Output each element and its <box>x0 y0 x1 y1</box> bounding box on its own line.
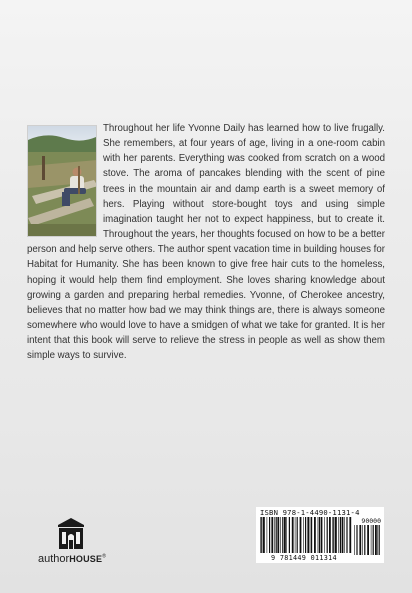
publisher-logo <box>38 517 124 567</box>
isbn-barcode <box>256 507 384 563</box>
ean-digits: 9 781449 011314 <box>271 554 337 562</box>
barcode-bar <box>367 525 369 555</box>
authorhouse-logo-icon <box>56 517 86 551</box>
barcode-bar <box>319 517 320 553</box>
barcode-bar <box>377 525 378 555</box>
photo-spacer <box>27 121 99 239</box>
barcode-bar <box>338 517 339 553</box>
barcode-bar <box>332 517 333 553</box>
barcode-bar <box>344 517 345 553</box>
price-code: 90000 <box>361 517 381 525</box>
barcode-bar <box>333 517 334 553</box>
trademark-symbol: ® <box>102 553 106 560</box>
barcode-bar <box>282 517 283 553</box>
barcode-bar <box>335 517 337 553</box>
barcode-bar <box>314 517 316 553</box>
barcode-bar <box>356 525 357 555</box>
barcode-bar <box>311 517 312 553</box>
barcode-bar <box>271 517 273 553</box>
barcode-bar <box>346 517 347 553</box>
barcode-bar <box>324 517 325 553</box>
barcode-bar <box>305 517 306 553</box>
publisher-name-light: author <box>38 553 70 565</box>
barcode-bar <box>371 525 372 555</box>
author-bio <box>27 121 385 364</box>
barcode-bar <box>284 517 286 553</box>
barcode-bar <box>276 517 277 553</box>
barcode-bar <box>340 517 341 553</box>
isbn-label: ISBN 978-1-4490-1131-4 <box>260 508 360 517</box>
barcode-bar <box>342 517 344 553</box>
addon-barcode-bars <box>354 525 380 555</box>
barcode-bar <box>329 517 331 553</box>
barcode-bar <box>277 517 279 553</box>
barcode-bar <box>318 517 319 553</box>
author-bio-text: Throughout her life Yvonne Daily has learned how to live frugally. She remembers, at four years of age, living in a one-room cabin with her parents. Everything was cooked from scratch on a wood stove. The aroma of pancakes blending with the scent of pine trees in the mountain air and damp earth is a sweet memory of hers. Playing without store-bought toys and using simple imagination taught her not to expect happiness, but to create it. Throughout the years, her thoughts focused on how to be a better person and help serve others. The author spent vacation time in building houses for Habitat for Humanity. She has been known to give free hair cuts to the homeless, hoping it would help them find employment. She loves sharing knowledge about growing a garden and preparing herbal remedies. Yvonne, of Cherokee ancestry, believes that no matter how bad we may think things are, there is always someone somewhere who would love to have a smidgen of what we take for granted. It is her intent that this book will serve to relieve the stress in people as well as show them simple ways to survive. <box>27 123 385 362</box>
barcode-bar <box>274 517 275 553</box>
barcode-bar <box>292 517 294 553</box>
barcode-bar <box>295 517 296 553</box>
publisher-name-caps: HOUSE <box>69 554 103 564</box>
barcode-bar <box>289 517 290 553</box>
barcode-bar <box>261 517 262 553</box>
barcode-bar <box>260 517 261 553</box>
barcode-bar <box>349 517 351 553</box>
barcode-bar <box>269 517 270 553</box>
barcode-bar <box>297 517 298 553</box>
barcode-bar <box>263 517 265 553</box>
barcode-bar <box>280 517 281 553</box>
barcode-bar <box>364 525 365 555</box>
barcode-bar <box>327 517 328 553</box>
barcode-bar <box>354 525 355 555</box>
barcode-bar <box>310 517 311 553</box>
barcode-bar <box>379 525 380 555</box>
barcode-bar <box>307 517 309 553</box>
barcode-bar <box>359 525 361 555</box>
barcode-bar <box>362 525 363 555</box>
barcode-bar <box>286 517 287 553</box>
barcode-bar <box>267 517 268 553</box>
barcode-bar <box>375 525 377 555</box>
barcode-bar <box>321 517 323 553</box>
barcode-bar <box>373 525 374 555</box>
ean-barcode-bars <box>260 517 352 553</box>
barcode-bar <box>300 517 302 553</box>
publisher-name <box>38 553 106 565</box>
barcode-bar <box>303 517 304 553</box>
